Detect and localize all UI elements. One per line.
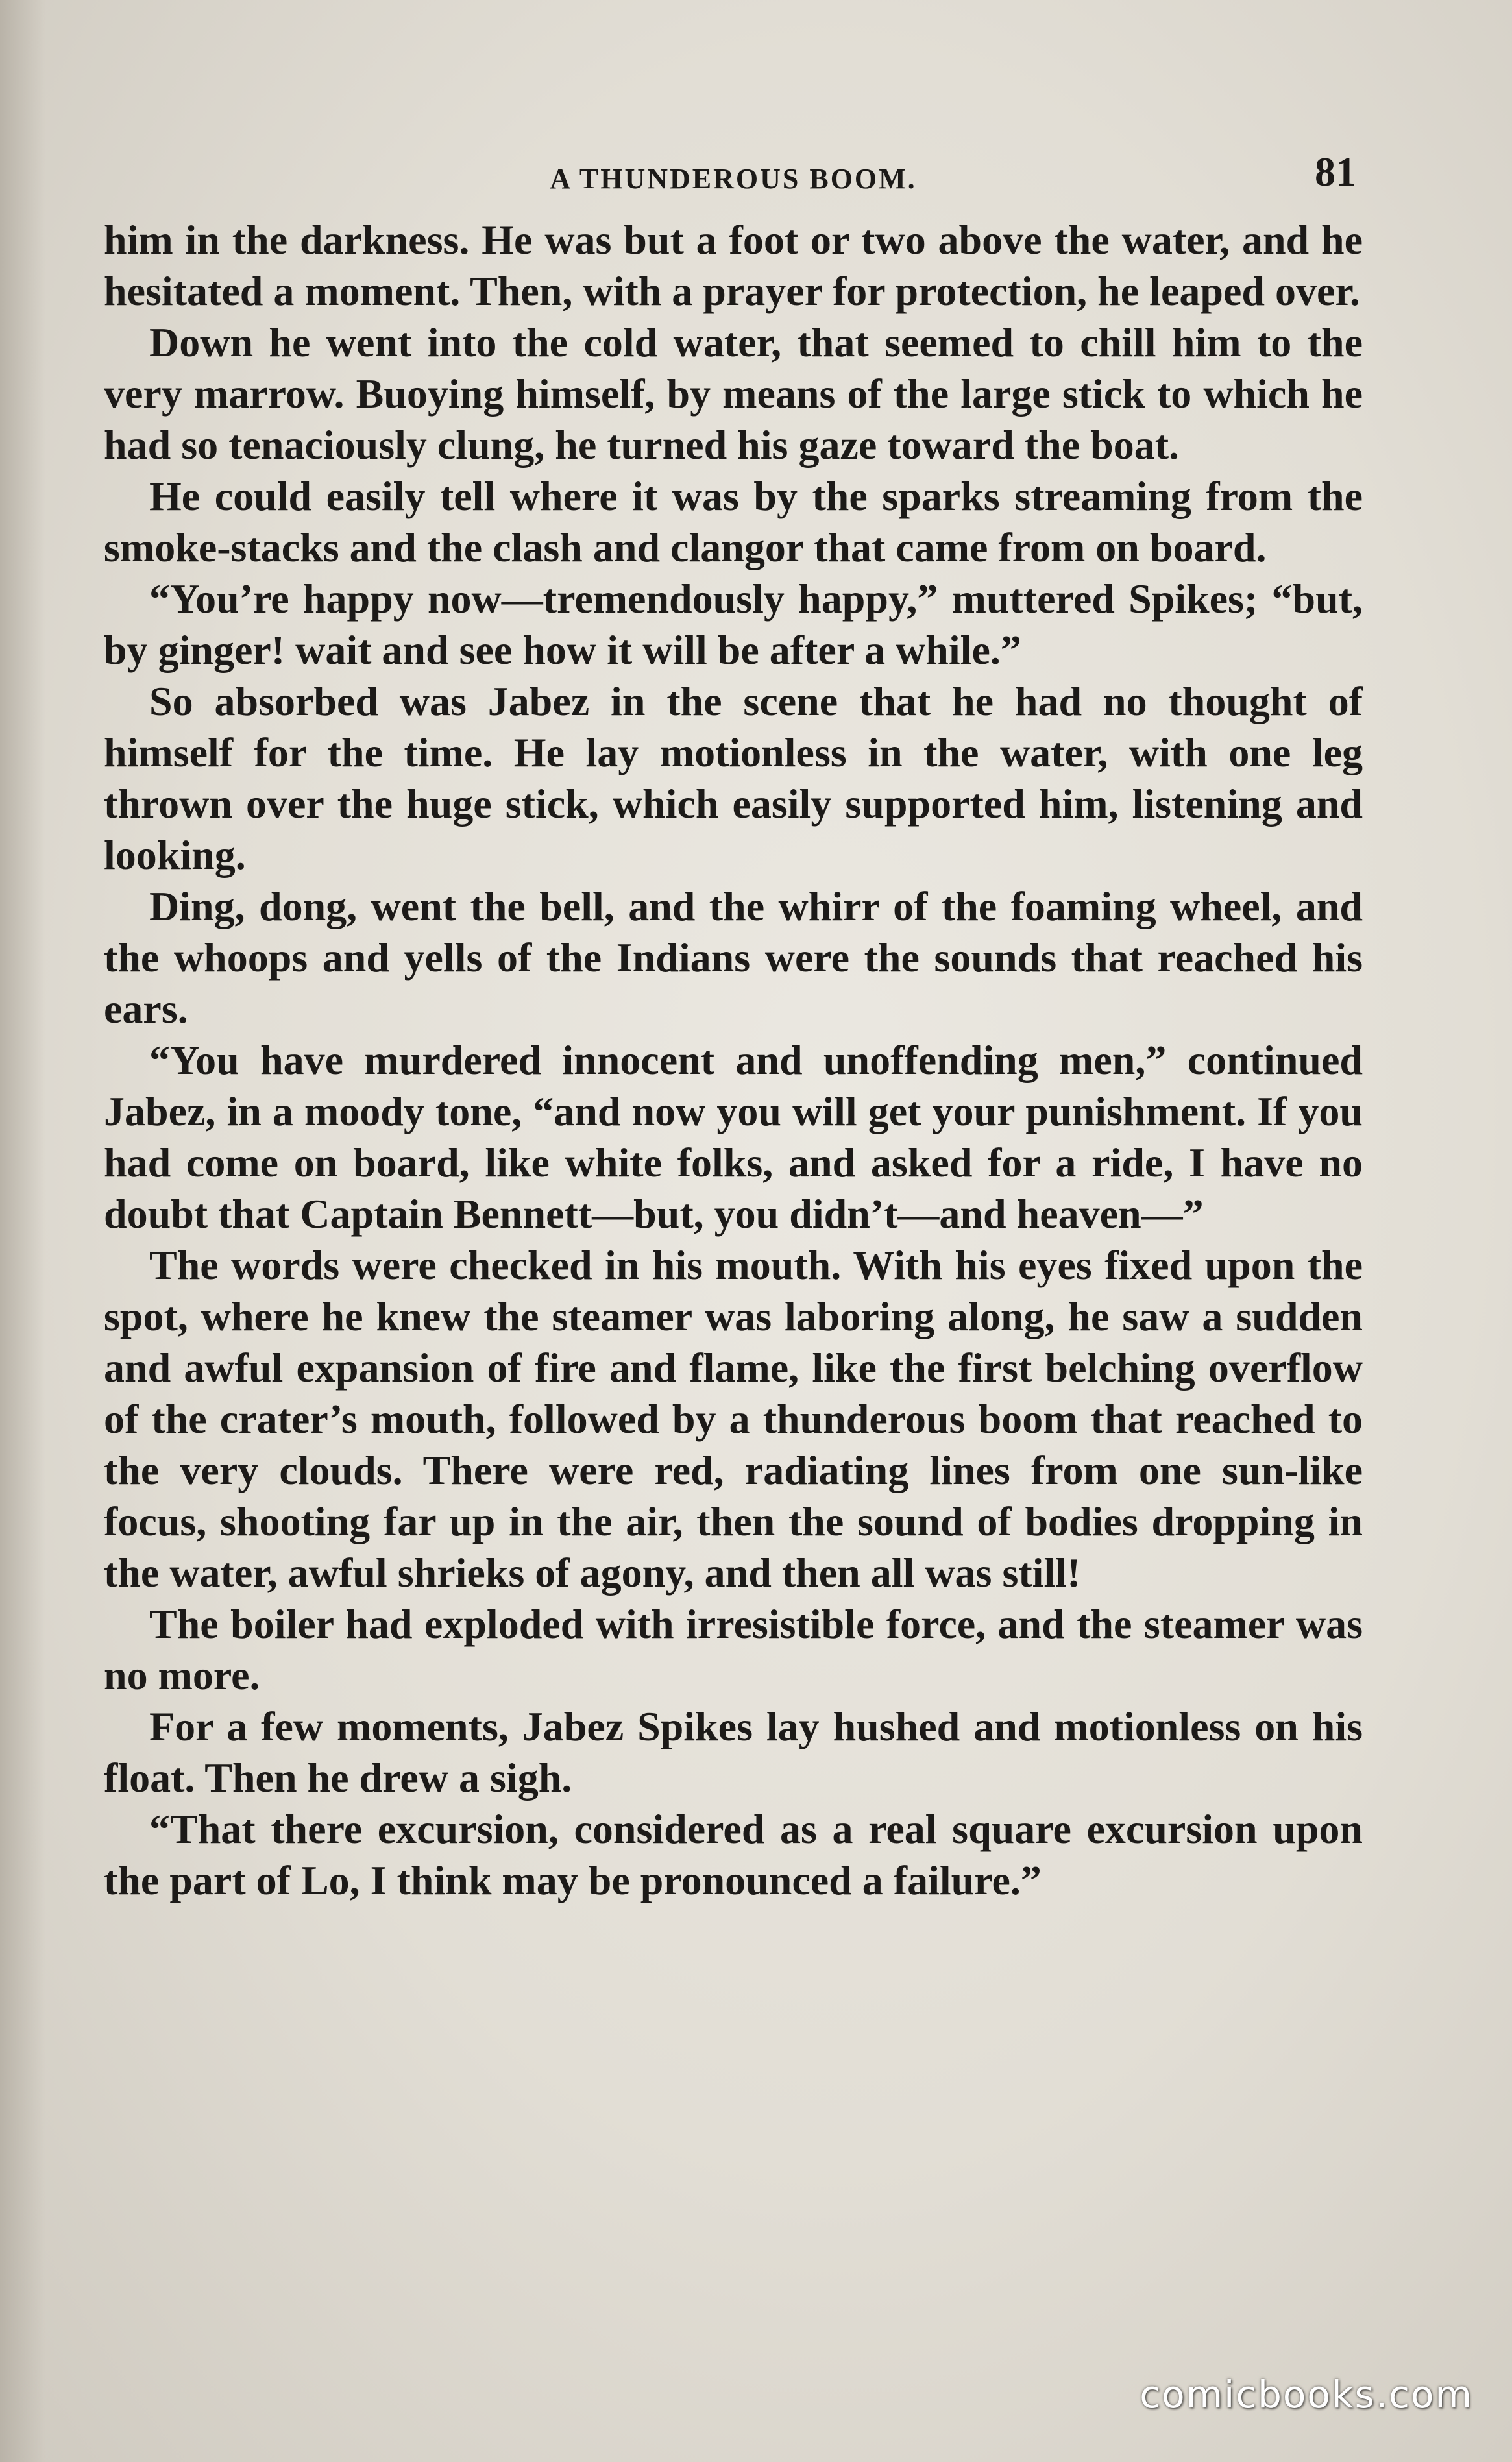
paragraph: “You’re happy now—tremendously happy,” muttered Spikes; “but, by ginger! wait and see how it will be after a while.” xyxy=(104,576,1363,673)
chapter-running-title: A THUNDEROUS BOOM. xyxy=(550,163,917,195)
paragraph: Ding, dong, went the bell, and the whirr of the foaming wheel, and the whoops and yells of the Indians were the sounds that reached his ears. xyxy=(104,883,1363,1032)
paragraph: He could easily tell where it was by the sparks streaming from the smoke-stacks and the clash and clangor that came from on board. xyxy=(104,473,1363,570)
paragraph: The boiler had exploded with irresistible force, and the steamer was no more. xyxy=(104,1601,1363,1698)
paragraph: The words were checked in his mouth. With his eyes fixed upon the spot, where he knew the steamer was laboring along, he saw a sudden and awful expansion of fire and flame, like the first belching overflow of the crater’s mouth, followed by a thunderous boom that reached to the very clouds. There were red, radiating lines from one sun-like focus, shooting far up in the air, then the sound of bodies dropping in the water, awful shrieks of agony, and then all was still! xyxy=(104,1242,1363,1596)
binding-shadow xyxy=(0,0,45,2462)
page-number: 81 xyxy=(1315,149,1356,195)
paragraph: him in the darkness. He was but a foot or two above the water, and he hesitated a moment. Then, with a prayer for protection, he leaped over. xyxy=(104,217,1363,314)
book-page xyxy=(104,143,1363,1906)
paragraph: Down he went into the cold water, that seemed to chill him to the very marrow. Buoying himself, by means of the large stick to which he had so tenaciously clung, he turned his gaze toward the boat. xyxy=(104,319,1363,468)
paragraph: “That there excursion, considered as a real square excursion upon the part of Lo, I think may be pronounced a failure.” xyxy=(104,1806,1363,1903)
paragraph: “You have murdered innocent and unoffending men,” continued Jabez, in a moody tone, “and now you will get your punishment. If you had come on board, like white folks, and asked for a ride, I have no doubt that Captain Bennett—but, you didn’t—and heaven—” xyxy=(104,1037,1363,1237)
paragraph: For a few moments, Jabez Spikes lay hushed and motionless on his float. Then he drew a sigh. xyxy=(104,1703,1363,1801)
paragraph: So absorbed was Jabez in the scene that he had no thought of himself for the time. He lay motionless in the water, with one leg thrown over the huge stick, which easily supported him, listening and looking. xyxy=(104,678,1363,878)
body-text xyxy=(104,214,1363,1906)
running-head xyxy=(104,143,1363,214)
watermark: comicbooks.com xyxy=(1140,2372,1473,2417)
